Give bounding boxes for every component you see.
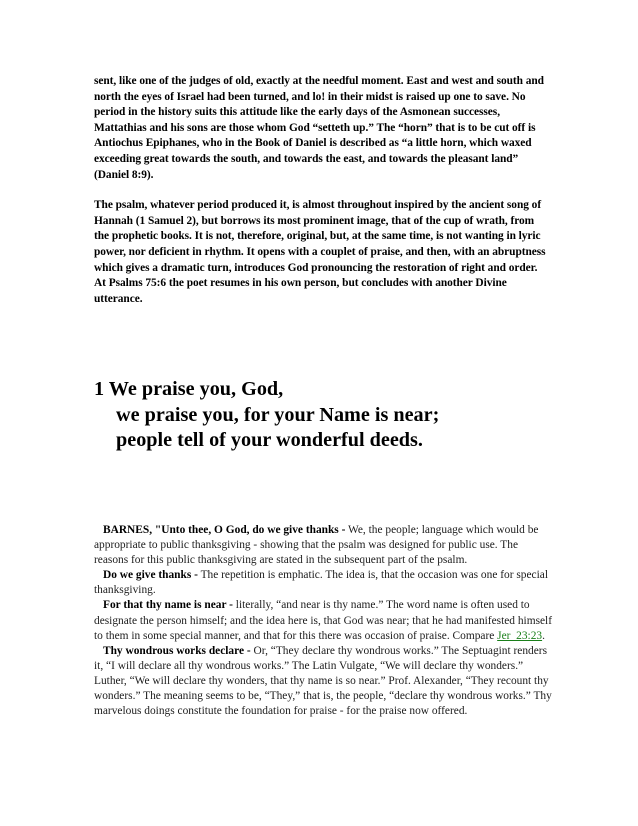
commentary-heading-2: Do we give thanks - (103, 569, 198, 582)
commentary-text-4: Or, “They declare thy wondrous works.” The Septuagint renders it, “I will declare all thy wondrous works.” The Latin Vulgate, “We will declare thy wonders.” Luther, “We will declare thy wonders, that thy name is so near.” Prof. Alexander, “They recount thy wonders.” The meaning seems to be, “They,” that is, the people, “declare thy wondrous works.” Thy marvelous doings constitute the foundation for praise - for the praise now offered. (94, 644, 552, 718)
verse-block (94, 377, 564, 454)
commentary-heading-3: For that thy name is near - (103, 599, 233, 612)
commentary-heading-1: BARNES, "Unto thee, O God, do we give thanks - (103, 524, 346, 536)
intro-paragraph-1: sent, like one of the judges of old, exactly at the needful moment. East and west and south and north the eyes of Israel had been turned, and lo! in their midst is raised up one to save. No period in the history suits this attitude like the early days of the Asmonean successes, Mattathias and his sons are those whom God “setteth up.” The “horn” that is to be cut off is Antiochus Epiphanes, who in the Book of Daniel is described as “a little horn, which waxed exceeding great towards the south, and towards the east, and towards the pleasant land” (Daniel 8:9). (94, 75, 544, 181)
commentary-text-3-end: . (542, 629, 545, 642)
commentary-paragraph-2 (94, 568, 552, 598)
commentary-text-2: The repetition is emphatic. The idea is, that the occasion was one for special thanksgiving. (94, 569, 548, 597)
intro-paragraph-2: The psalm, whatever period produced it, is almost throughout inspired by the ancient song of Hannah (1 Samuel 2), but borrows its most prominent image, that of the cup of wrath, from the prophetic books. It is not, therefore, original, but, at the same time, is not wanting in lyric power, nor deficient in rhythm. It opens with a couplet of praise, and then, with an abruptness which gives a dramatic turn, introduces God pronouncing the restoration of right and order. At Psalms 75:6 the poet resumes in his own person, but concludes with another Divine utterance. (94, 199, 546, 305)
commentary-text-1: We, the people; language which would be appropriate to public thanksgiving - showing that the psalm was designed for public use. The reasons for this public thanksgiving are stated in the subsequent part of the psalm. (94, 524, 539, 567)
commentary-heading-4: Thy wondrous works declare - (103, 644, 251, 657)
commentary-text-3: literally, “and near is thy name.” The word name is often used to designate the person himself; and the idea here is, that God was near; that he had manifested himself to them in some special manner, and that for this there was occasion of praise. Compare (94, 599, 553, 642)
verse-line-2: we praise you, for your Name is near; (116, 403, 440, 426)
commentary-paragraph-4 (94, 644, 552, 719)
verse-line-1: 1 We praise you, God, (94, 378, 284, 400)
commentary-section (94, 523, 552, 719)
commentary-paragraph-1 (94, 523, 552, 568)
scripture-reference-link[interactable]: Jer_23:23 (497, 629, 543, 642)
intro-section (94, 74, 549, 307)
verse-line-3: people tell of your wonderful deeds. (116, 429, 423, 451)
commentary-paragraph-3 (94, 598, 552, 643)
